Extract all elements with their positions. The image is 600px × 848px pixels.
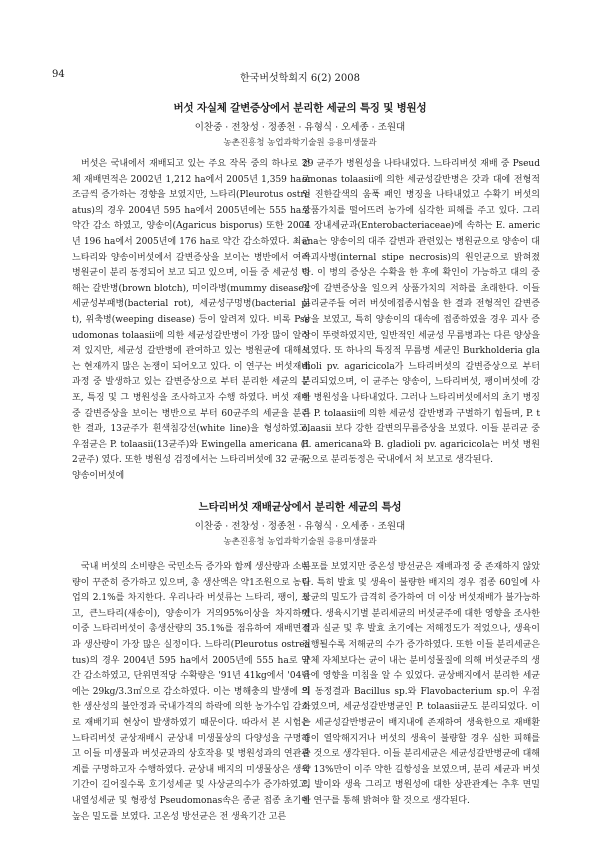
abstract-2-right-column	[302, 560, 540, 810]
abstract-2-affiliation: 농촌진흥청 농업과학기술원 응용미생물과	[223, 537, 377, 547]
page-number: 94	[52, 69, 65, 80]
abstract-1-title: 버섯 자실체 갈변증상에서 분리한 세균의 특징 및 병원성	[173, 102, 427, 114]
abstract-2-left-text: 국내 버섯의 소비량은 국민소득 증가와 함께 생산량과 소비량이 꾸준히 증가하고 있으며, 총 생산액은 약1조원으로 농림업의 2.1%를 차지한다. 우리나라 버섯류는 느타리, 팽이, 표고, 큰느타리(새송이), 양송이가 거의95%이상을 차지하며 이중 느타리버섯이 총생산량의 35.1%를 점유하여 재배면적과 생산량이 가장 많은 실정이다. 느타리(Pleurotus ostreatus)의 경우 2004년 595 ha에서 2005년에 555 ha로 약간 감소하였고, 단위면적당 수확량은 '91년 41kg에서 '04년에는 29kg/3.3㎡으로 감소하였다. 이는 병해충의 발생에 의한 생산성의 불안정과 국내가격의 하락에 의한 농가수입 감소로 재배기피 현상이 발생하였기 때문이다. 따라서 본 시험은 느타리버섯 균상재배시 균상내 미생물상의 다양성을 구명하고 이들 미생물과 버섯균과의 상호작용 및 병원성과의 연관관계를 구명하고자 수행하였다. 균상내 배지의 미생물상은 생육기간이 길어질수록 호기성세균 및 사상균의수가 증가하였고, 내열성세균 및 형광성 Pseudomonas속은 종균 접종 초기에 높은 밀도를 보였다. 고온성 방선균은 전 생육기간 고른	[72, 562, 310, 822]
abstract-2-heading	[0, 499, 600, 547]
abstract-1-affiliation: 농촌진흥청 농업과학기술원 응용미생물과	[223, 138, 377, 148]
abstract-1-left-text: 버섯은 국내에서 재배되고 있는 주요 작목 중의 하나로 전체 재배면적은 2002년 1,212 ha에서 2005년 1,359 ha로 조금씩 증가하는 경향을 보였지만, 느타리(Pleurotus ostreatus)의 경우 2004년 595 ha에서 2005년에는 555 ha로 약간 감소 하였고, 양송이(Agaricus bisporus) 또한 2004년 196 ha에서 2005년에 176 ha로 약간 감소하였다. 최근 느타리와 양송이버섯에서 갈변증상을 보이는 병반에서 여러 병원균이 분리 동정되어 보고 되고 있으며, 이들 중 세균성 병해는 갈반병(brown blotch), 미이라병(mummy disease), 세균성부패병(bacterial rot), 세균성구멍병(bacterial pit), 위축병(weeping disease) 등이 알려져 있다. 비록 Pseudomonas tolaasii에 의한 세균성갈반병이 가장 많이 알려져 있지만, 세균성 갈반병에 관여하고 있는 병원균에 대해서는 현재까지 많은 논쟁이 되어오고 있다. 이 연구는 버섯재배 과정 중 발생하고 있는 갈변증상으로 부터 분리한 세균의 분포, 특징 및 그 병원성을 조사하고자 수행 하였다. 버섯 재배 중 갈변증상을 보이는 병반으로 부터 60균주의 세균을 분리한 결과, 13균주가 흰색침강선(white line)을 형성하였고, 우점균은 P. tolaasii(13균주)와 Ewingella americana (12균주) 였다. 또한 병원성 검정에서는 느타리버섯에 32 균주, 양송이버섯에	[72, 159, 310, 481]
abstract-2-title: 느타리버섯 재배균상에서 분리한 세균의 특성	[198, 501, 402, 513]
abstract-1-authors: 이찬중 · 전창성 · 정종천 · 유형식 · 오세종 · 조원대	[194, 122, 406, 133]
abstract-1-left-column	[72, 157, 310, 481]
abstract-1-right-text: 29 균주가 병원성을 나타내었다. 느타리버섯 재배 중 Pseudomonas tolaasii에 의한 세균성갈반병은 갓과 대에 전형적인 진한갈색의 움푹 패인 병징을 나타내었고 수확기 버섯의 상품가치를 떨어뜨려 농가에 심각한 피해를 주고 있다. 그리고 장내세균과(Enterobacteriaceae)에 속하는 E. americana는 양송이의 대주 갈변과 관련있는 병원균으로 양송이 대속괴사병(internal stipe necrosis)의 원인균으로 밝혀졌다. 이 병의 증상은 수확을 한 후에 확인이 가능하고 대의 중앙에 갈변증상을 일으켜 상품가치의 저하를 초래한다. 이들 분리균주들 여러 버섯에접종시험을 한 결과 전형적인 갈변증상을 보였고, 특히 양송이의 대속에 접종하였을 경우 괴사 증상이 뚜렷하였지만, 일반적인 세균성 무름병과는 다른 양상을 보였다. 또 하나의 특징적 무름병 세균인 Burkholderia gladioli pv. agaricicola가 느타리버섯의 갈변증상으로 부터 분리되었으며, 이 균주는 양송이, 느타리버섯, 팽이버섯에 강한 병원성을 나타내었다. 그러나 느타리버섯에서의 초기 병징은 P. tolaasii에 의한 세균성 갈반병과 구별하기 힘들며, P. tolaasii 보다 강한 갈변의무름증상을 보였다. 이들 분리균 중 E. americana와 B. gladioli pv. agaricicola는 버섯 병원균으로 분리동정은 국내에서 처 보고로 생각된다.	[302, 159, 540, 466]
abstract-1-right-column	[302, 157, 540, 475]
running-head: 한국버섯학회지 6(2) 2008	[240, 73, 360, 84]
abstract-2-right-text: 분포를 보였지만 중온성 방선균은 재배과정 중 존재하지 않았다. 특히 발효 및 생육이 불량한 배지의 경우 접종 60일에 사상균의 밀도가 급격히 증가하여 더 이상 버섯재배가 불가능하였다. 생육시기별 분리세균의 버섯균주에 대한 영향을 조사한 결과 실균 및 후 발효 초기에는 저해정도가 적었으나, 생육이 진행될수록 저해균의 수가 증가하였다. 또한 이들 분리세균은 균체 자체보다는 균이 내는 분비성물질에 의해 버섯균주의 생육에 영향을 미침을 알 수 있었다. 균상배지에서 분리한 세균의 동정결과 Bacillus sp.와 Flavobacterium sp.이 우점하였으며, 세균성갈반병균인 P. tolaasii균도 분리되었다. 이는 세균성갈반병균이 배지내에 존재하여 생육한으로 재배환경이 열악해지거나 버섯의 생육이 불량할 경우 심한 피해를 줄 것으로 생각된다. 이들 분리세균은 세균성갈반병균에 대해 약 13%만이 이주 약한 길항성을 보였으며, 분리 세균과 버섯의 발이와 생육 그리고 병원성에 대한 상관관계는 추후 면밀한 연구를 통해 밝혀야 할 것으로 생각된다.	[302, 562, 540, 806]
abstract-1-heading	[0, 100, 600, 148]
abstract-2-authors: 이찬중 · 전창성 · 정종천 · 유형식 · 오세종 · 조원대	[194, 521, 406, 532]
abstract-2-left-column	[72, 560, 310, 822]
